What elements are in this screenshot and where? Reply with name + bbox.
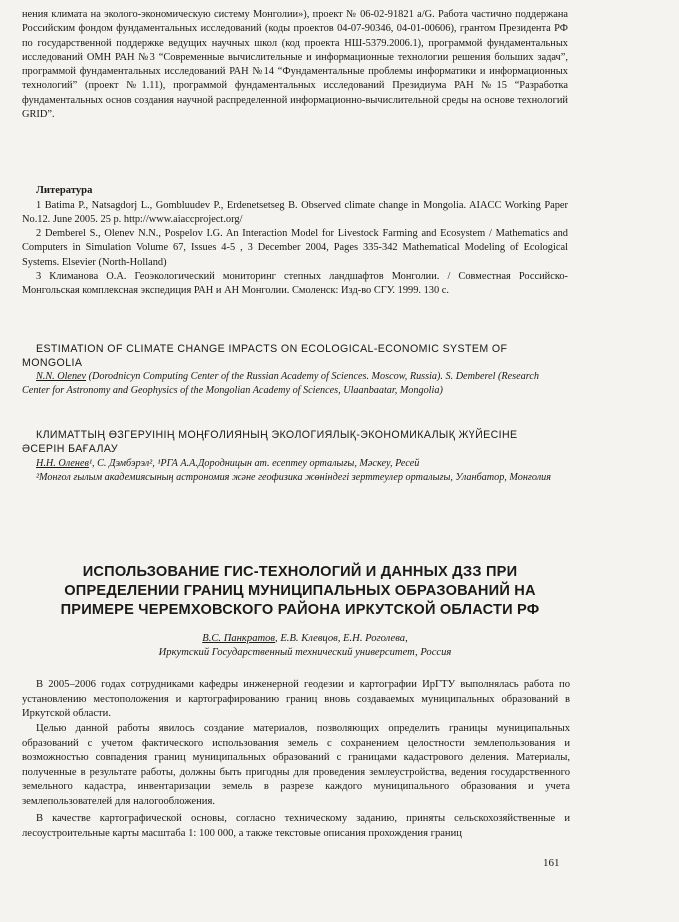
kazakh-author-rest: ¹, С. Дэмбэрэл², ¹РГА А.А.Дородницын ат. есептеу орталығы, Мәскеу, Ресей [88, 458, 420, 469]
kazakh-author-underlined: Н.Н. Оленев [36, 458, 89, 469]
english-author-rest: (Dorodnicyn Computing Center of the Russian Academy of Sciences. Moscow, Russia). S. Demberel (Research Center for Astronomy and Geophysics of the Mongolian Academy of Sciences, Ulaanbaatar, Mongolia) [22, 371, 539, 396]
english-abstract-authors [22, 370, 568, 398]
article-paragraph-1: В 2005–2006 годах сотрудниками кафедры инженерной геодезии и картографии ИрГТУ выполнялась работа по установлению местоположения и картографированию границ вновь создаваемых муниципальных образований в Иркутской области. [22, 679, 570, 720]
kazakh-abstract-title: КЛИМАТТЫҢ ӨЗГЕРУІНІҢ МОҢҒОЛИЯНЫҢ ЭКОЛОГИЯЛЫҚ-ЭКОНОМИКАЛЫҚ ЖҮЙЕСІНЕ ӘСЕРІН БАҒАЛАУ [22, 429, 518, 455]
article-affiliation: Иркутский Государственный технический университет, Россия [158, 647, 452, 658]
article-paragraph-3: В качестве картографической основы, согласно техническому заданию, приняты сельскохозяйственные и лесоустроительные карты масштаба 1: 100 000, а также текстовые описания прохождения границ [22, 813, 570, 839]
literature-heading: Литература [36, 185, 93, 196]
english-abstract-title: ESTIMATION OF CLIMATE CHANGE IMPACTS ON ECOLOGICAL-ECONOMIC SYSTEM OF MONGOLIA [22, 343, 508, 369]
reference-3: 3 Климанова О.А. Геоэкологический мониторинг степных ландшафтов Монголии. / Совместная Российско-Монгольская комплексная экспедиция РАН и АН Монголии. Смоленск: Изд-во СГУ. 1999. 130 с. [22, 271, 568, 297]
kazakh-abstract-authors [22, 457, 568, 471]
article-paragraph-2: Целью данной работы явилось создание материалов, позволяющих определить границы муниципальных образований с учетом фактического использования земель с сохранением целостности землепользования и возможностью совпадения границ муниципальных образований с границами кадастрового деления. Материалы, полученные в результате работы, должны быть пригодны для проведения землеустройства, ведения государственного земельного кадастра, инвентаризации земель в разрезе каждого муниципального образования и учета землепользователей для налогообложения. [22, 723, 570, 807]
reference-1: 1 Batima P., Natsagdorj L., Gombluudev P., Erdenetsetseg B. Observed climate change in Mongolia. AIACC Working Paper No.12. June 2005. 25 p. http://www.aiaccproject.org/ [22, 200, 568, 226]
english-author-underlined: N.N. Olenev [36, 371, 87, 382]
article-authors [22, 632, 588, 646]
page-number: 161 [543, 857, 560, 869]
article-authors-rest: , Е.В. Клевцов, Е.Н. Роголева, [275, 633, 408, 644]
kazakh-affiliation-2: ²Монғол ғылым академиясының астрономия және геофизика жөніндегі зерттеулер орталығы, Уланбатор, Монғолия [36, 472, 551, 483]
intro-paragraph: нения климата на эколого-экономическую систему Монголии»), проект № 06-02-91821 a/G. Работа частично поддержана Российским фондом фундаментальных исследований (коды проектов 04-07-90346, 04-01-00606), грантом Президента РФ по государственной поддержке ведущих научных школ (код проекта НШ-5379.2006.1), программой фундаментальных исследований ОМН РАН №3 “Современные вычислительные и информационные технологии решения больших задач”, программой фундаментальных исследований РАН №14 “Фундаментальные проблемы информатики и информационных технологий” (проект №1.11), программой фундаментальных исследований Президиума РАН №15 “Разработка фундаментальных основ создания научной распределенной информационно-вычислительной среды на основе технологий GRID”. [22, 9, 568, 121]
article-author-underlined: В.С. Панкратов [202, 633, 276, 644]
article-title: ИСПОЛЬЗОВАНИЕ ГИС-ТЕХНОЛОГИЙ И ДАННЫХ ДЗЗ ПРИ ОПРЕДЕЛЕНИИ ГРАНИЦ МУНИЦИПАЛЬНЫХ ОБРАЗОВАНИЙ НА ПРИМЕРЕ ЧЕРЕМХОВСКОГО РАЙОНА ИРКУТСКОЙ ОБЛАСТИ РФ [60, 564, 540, 618]
reference-2: 2 Demberel S., Olenev N.N., Pospelov I.G. An Interaction Model for Livestock Farming and Ecosystem / Mathematics and Computers in Simulation Volume 67, Issues 4-5 , 3 December 2004, Pages 335-342 Mathematical Modeling of Ecological Systems. Elsevier (North-Holland) [22, 228, 568, 268]
